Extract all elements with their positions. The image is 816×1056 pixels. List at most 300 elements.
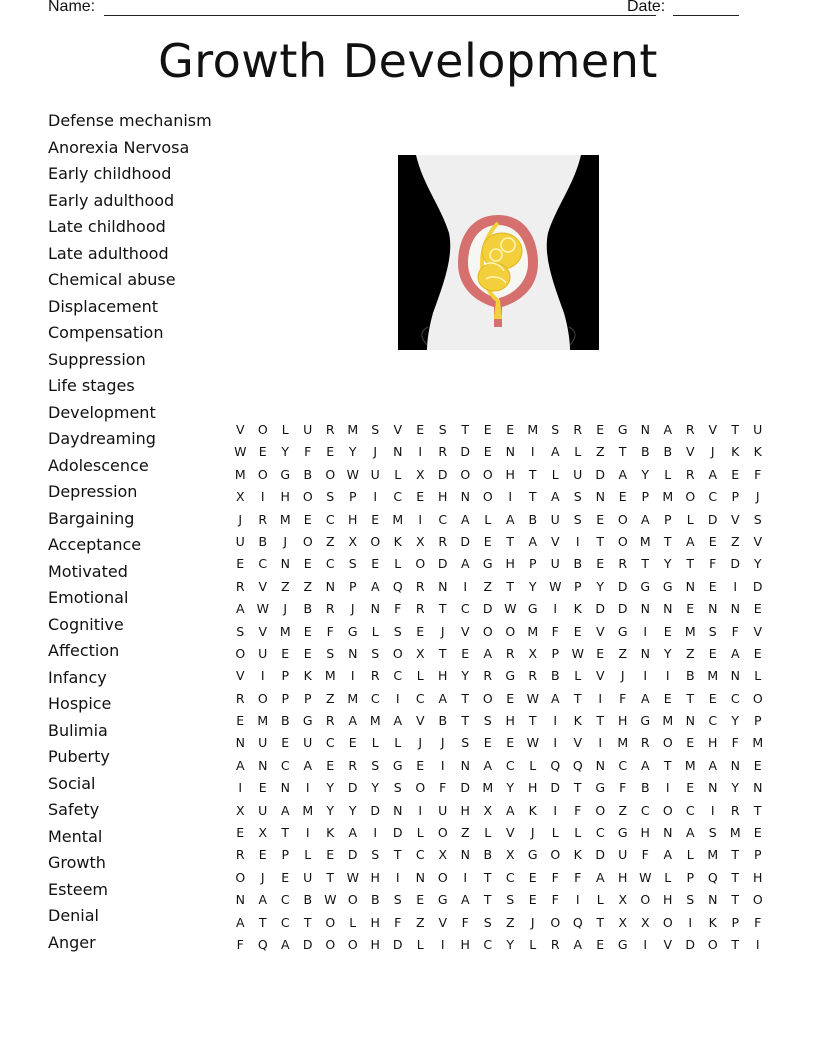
grid-letter[interactable]: T [573, 690, 582, 706]
grid-letter[interactable]: I [260, 489, 265, 505]
grid-letter[interactable]: A [640, 690, 650, 706]
grid-letter[interactable]: C [708, 713, 718, 729]
grid-letter[interactable]: G [617, 422, 628, 437]
grid-letter[interactable]: T [573, 780, 582, 796]
grid-letter[interactable]: F [394, 914, 402, 930]
grid-letter[interactable]: I [553, 735, 558, 751]
grid-letter[interactable]: W [324, 892, 337, 908]
grid-letter[interactable]: C [595, 825, 605, 841]
grid-letter[interactable]: M [302, 802, 314, 818]
grid-letter[interactable]: O [257, 422, 268, 437]
grid-letter[interactable]: L [529, 936, 537, 952]
grid-letter[interactable]: X [415, 466, 425, 482]
grid-letter[interactable]: W [504, 601, 517, 617]
grid-letter[interactable]: E [731, 466, 740, 482]
grid-letter[interactable]: Z [505, 914, 515, 930]
grid-letter[interactable]: U [370, 466, 380, 482]
grid-letter[interactable]: S [371, 757, 380, 773]
grid-letter[interactable]: G [595, 780, 606, 796]
grid-letter[interactable]: F [754, 914, 762, 930]
grid-letter[interactable]: I [553, 713, 558, 729]
grid-letter[interactable]: M [279, 511, 291, 527]
grid-letter[interactable]: E [348, 735, 357, 751]
grid-letter[interactable]: U [618, 847, 628, 863]
grid-letter[interactable]: A [483, 645, 493, 661]
grid-letter[interactable]: E [753, 601, 762, 617]
grid-letter[interactable]: R [528, 668, 538, 684]
grid-letter[interactable]: E [371, 511, 380, 527]
grid-letter[interactable]: S [393, 780, 402, 796]
grid-letter[interactable]: V [258, 578, 268, 594]
grid-letter[interactable]: U [573, 466, 583, 482]
grid-letter[interactable]: T [686, 556, 695, 572]
grid-letter[interactable]: E [236, 713, 245, 729]
grid-letter[interactable]: D [595, 466, 606, 482]
grid-letter[interactable]: H [528, 780, 538, 796]
grid-letter[interactable]: E [663, 690, 672, 706]
grid-letter[interactable]: O [392, 645, 403, 661]
grid-letter[interactable]: M [707, 668, 719, 684]
grid-letter[interactable]: M [347, 422, 359, 437]
grid-letter[interactable]: S [393, 623, 402, 639]
grid-letter[interactable]: H [460, 936, 470, 952]
grid-letter[interactable]: C [685, 802, 695, 818]
grid-letter[interactable]: V [438, 914, 448, 930]
grid-letter[interactable]: D [437, 466, 448, 482]
grid-letter[interactable]: X [618, 892, 628, 908]
grid-letter[interactable]: P [348, 489, 357, 505]
grid-letter[interactable]: E [483, 422, 492, 437]
grid-letter[interactable]: H [663, 892, 673, 908]
grid-letter[interactable]: A [685, 533, 695, 549]
grid-letter[interactable]: R [505, 645, 515, 661]
grid-letter[interactable]: E [326, 444, 335, 460]
grid-letter[interactable]: F [574, 869, 582, 885]
grid-letter[interactable]: Y [528, 578, 537, 594]
grid-letter[interactable]: E [281, 869, 290, 885]
grid-letter[interactable]: Y [371, 780, 380, 796]
grid-letter[interactable]: E [258, 444, 267, 460]
grid-letter[interactable]: E [483, 533, 492, 549]
grid-letter[interactable]: E [596, 556, 605, 572]
grid-letter[interactable]: H [370, 869, 380, 885]
grid-letter[interactable]: N [370, 601, 380, 617]
grid-letter[interactable]: E [506, 735, 515, 751]
grid-letter[interactable]: U [550, 556, 560, 572]
grid-letter[interactable]: I [395, 869, 400, 885]
grid-letter[interactable]: C [438, 511, 448, 527]
grid-letter[interactable]: E [416, 892, 425, 908]
grid-letter[interactable]: R [258, 511, 268, 527]
grid-letter[interactable]: O [617, 533, 628, 549]
grid-letter[interactable]: V [235, 422, 245, 437]
grid-letter[interactable]: W [526, 735, 539, 751]
grid-letter[interactable]: D [617, 601, 628, 617]
grid-letter[interactable]: T [281, 825, 290, 841]
grid-letter[interactable]: T [326, 869, 335, 885]
grid-letter[interactable]: K [326, 825, 335, 841]
grid-letter[interactable]: O [482, 466, 493, 482]
grid-letter[interactable]: O [257, 466, 268, 482]
grid-letter[interactable]: S [573, 511, 582, 527]
grid-letter[interactable]: S [348, 556, 357, 572]
grid-letter[interactable]: E [596, 422, 605, 437]
grid-letter[interactable]: E [596, 936, 605, 952]
grid-letter[interactable]: O [482, 489, 493, 505]
grid-letter[interactable]: L [664, 466, 672, 482]
grid-letter[interactable]: T [483, 892, 492, 908]
grid-letter[interactable]: J [350, 601, 355, 617]
grid-letter[interactable]: R [235, 578, 245, 594]
grid-letter[interactable]: E [416, 623, 425, 639]
grid-letter[interactable]: C [280, 914, 290, 930]
grid-letter[interactable]: O [640, 892, 651, 908]
grid-letter[interactable]: L [416, 668, 424, 684]
grid-letter[interactable]: O [257, 690, 268, 706]
grid-letter[interactable]: S [236, 623, 245, 639]
grid-letter[interactable]: K [708, 914, 717, 930]
grid-letter[interactable]: Y [506, 780, 515, 796]
grid-letter[interactable]: T [461, 422, 470, 437]
grid-letter[interactable]: X [235, 489, 245, 505]
grid-letter[interactable]: P [686, 869, 695, 885]
grid-letter[interactable]: A [280, 936, 290, 952]
grid-letter[interactable]: E [596, 511, 605, 527]
grid-letter[interactable]: O [325, 936, 336, 952]
grid-letter[interactable]: A [685, 825, 695, 841]
grid-letter[interactable]: H [505, 466, 515, 482]
grid-letter[interactable]: N [595, 489, 605, 505]
grid-letter[interactable]: E [528, 892, 537, 908]
grid-letter[interactable]: V [595, 668, 605, 684]
grid-letter[interactable]: R [415, 601, 425, 617]
grid-letter[interactable]: W [256, 601, 269, 617]
grid-letter[interactable]: E [258, 780, 267, 796]
grid-letter[interactable]: Z [460, 825, 470, 841]
grid-letter[interactable]: Q [550, 757, 561, 773]
grid-letter[interactable]: C [325, 556, 335, 572]
grid-letter[interactable]: G [527, 847, 538, 863]
grid-letter[interactable]: I [530, 444, 535, 460]
grid-letter[interactable]: O [662, 914, 673, 930]
grid-letter[interactable]: Z [325, 690, 335, 706]
grid-letter[interactable]: S [753, 511, 762, 527]
grid-letter[interactable]: O [482, 623, 493, 639]
grid-letter[interactable]: Z [280, 578, 290, 594]
grid-letter[interactable]: P [753, 847, 762, 863]
grid-letter[interactable]: M [369, 713, 381, 729]
grid-letter[interactable]: I [418, 511, 423, 527]
grid-letter[interactable]: I [598, 690, 603, 706]
grid-letter[interactable]: V [415, 713, 425, 729]
grid-letter[interactable]: A [460, 511, 470, 527]
grid-letter[interactable]: E [371, 556, 380, 572]
grid-letter[interactable]: T [596, 713, 605, 729]
grid-letter[interactable]: L [416, 936, 424, 952]
grid-letter[interactable]: A [663, 422, 673, 437]
grid-letter[interactable]: U [753, 422, 763, 437]
grid-letter[interactable]: O [302, 533, 313, 549]
grid-letter[interactable]: L [574, 444, 582, 460]
grid-letter[interactable]: A [550, 489, 560, 505]
grid-letter[interactable]: O [437, 825, 448, 841]
grid-letter[interactable]: R [550, 936, 560, 952]
grid-letter[interactable]: I [665, 668, 670, 684]
grid-letter[interactable]: J [440, 735, 445, 751]
grid-letter[interactable]: V [258, 623, 268, 639]
grid-letter[interactable]: I [553, 802, 558, 818]
grid-letter[interactable]: F [574, 802, 582, 818]
grid-letter[interactable]: A [460, 892, 470, 908]
grid-letter[interactable]: D [370, 802, 381, 818]
grid-letter[interactable]: U [438, 802, 448, 818]
grid-letter[interactable]: Z [730, 533, 740, 549]
grid-letter[interactable]: J [418, 735, 423, 751]
grid-letter[interactable]: H [370, 914, 380, 930]
grid-letter[interactable]: G [640, 578, 651, 594]
grid-letter[interactable]: N [730, 757, 740, 773]
grid-letter[interactable]: A [348, 713, 358, 729]
grid-letter[interactable]: B [640, 780, 650, 796]
grid-letter[interactable]: O [370, 533, 381, 549]
grid-letter[interactable]: B [303, 601, 313, 617]
grid-letter[interactable]: V [753, 533, 763, 549]
grid-letter[interactable]: J [440, 623, 445, 639]
grid-letter[interactable]: A [505, 802, 515, 818]
grid-letter[interactable]: C [730, 690, 740, 706]
grid-letter[interactable]: E [708, 578, 717, 594]
grid-letter[interactable]: T [731, 936, 740, 952]
grid-letter[interactable]: L [529, 757, 537, 773]
grid-letter[interactable]: I [463, 869, 468, 885]
grid-letter[interactable]: H [460, 802, 470, 818]
grid-letter[interactable]: L [596, 892, 604, 908]
grid-letter[interactable]: A [235, 757, 245, 773]
grid-letter[interactable]: E [281, 645, 290, 661]
grid-letter[interactable]: N [235, 892, 245, 908]
grid-letter[interactable]: E [528, 869, 537, 885]
word-search-grid[interactable] [229, 419, 769, 956]
grid-letter[interactable]: T [528, 466, 537, 482]
grid-letter[interactable]: D [460, 533, 471, 549]
grid-letter[interactable]: N [505, 444, 515, 460]
grid-letter[interactable]: M [257, 713, 269, 729]
grid-letter[interactable]: S [483, 713, 492, 729]
grid-letter[interactable]: W [549, 578, 562, 594]
grid-letter[interactable]: B [370, 892, 380, 908]
grid-letter[interactable]: L [551, 466, 559, 482]
grid-letter[interactable]: C [325, 511, 335, 527]
grid-letter[interactable]: G [482, 556, 493, 572]
grid-letter[interactable]: L [551, 825, 559, 841]
grid-letter[interactable]: E [753, 645, 762, 661]
grid-letter[interactable]: I [440, 936, 445, 952]
grid-letter[interactable]: I [260, 668, 265, 684]
grid-letter[interactable]: B [483, 847, 493, 863]
grid-letter[interactable]: F [731, 735, 739, 751]
grid-letter[interactable]: D [437, 556, 448, 572]
grid-letter[interactable]: I [643, 623, 648, 639]
grid-letter[interactable]: A [483, 757, 493, 773]
grid-letter[interactable]: S [371, 847, 380, 863]
grid-letter[interactable]: O [662, 802, 673, 818]
grid-letter[interactable]: N [235, 735, 245, 751]
grid-letter[interactable]: Y [596, 578, 605, 594]
grid-letter[interactable]: I [710, 802, 715, 818]
grid-letter[interactable]: G [662, 578, 673, 594]
grid-letter[interactable]: F [551, 892, 559, 908]
grid-letter[interactable]: N [708, 892, 718, 908]
grid-letter[interactable]: X [483, 802, 493, 818]
grid-letter[interactable]: E [686, 735, 695, 751]
grid-letter[interactable]: I [598, 735, 603, 751]
grid-letter[interactable]: S [438, 422, 447, 437]
grid-letter[interactable]: P [663, 511, 672, 527]
grid-letter[interactable]: P [641, 489, 650, 505]
grid-letter[interactable]: G [617, 936, 628, 952]
grid-letter[interactable]: B [303, 892, 313, 908]
grid-letter[interactable]: U [303, 422, 313, 437]
grid-letter[interactable]: K [573, 713, 582, 729]
grid-letter[interactable]: T [528, 489, 537, 505]
grid-letter[interactable]: P [348, 578, 357, 594]
grid-letter[interactable]: D [460, 444, 471, 460]
grid-letter[interactable]: O [460, 466, 471, 482]
grid-letter[interactable]: E [506, 690, 515, 706]
grid-letter[interactable]: S [551, 422, 560, 437]
grid-letter[interactable]: B [528, 511, 538, 527]
grid-letter[interactable]: W [346, 466, 359, 482]
grid-letter[interactable]: R [685, 422, 695, 437]
grid-letter[interactable]: N [753, 780, 763, 796]
grid-letter[interactable]: N [438, 578, 448, 594]
grid-letter[interactable]: G [347, 623, 358, 639]
grid-letter[interactable]: F [641, 847, 649, 863]
grid-letter[interactable]: A [348, 825, 358, 841]
grid-letter[interactable]: H [438, 668, 448, 684]
grid-letter[interactable]: S [573, 489, 582, 505]
grid-letter[interactable]: I [350, 668, 355, 684]
grid-letter[interactable]: N [730, 668, 740, 684]
grid-letter[interactable]: R [325, 713, 335, 729]
grid-letter[interactable]: E [303, 556, 312, 572]
grid-letter[interactable]: L [371, 623, 379, 639]
grid-letter[interactable]: A [708, 757, 718, 773]
grid-letter[interactable]: E [303, 511, 312, 527]
grid-letter[interactable]: D [347, 847, 358, 863]
grid-letter[interactable]: A [235, 914, 245, 930]
grid-letter[interactable]: R [235, 847, 245, 863]
grid-letter[interactable]: H [618, 713, 628, 729]
grid-letter[interactable]: H [370, 936, 380, 952]
grid-letter[interactable]: R [640, 735, 650, 751]
grid-letter[interactable]: Z [685, 645, 695, 661]
grid-letter[interactable]: D [302, 936, 313, 952]
grid-letter[interactable]: L [664, 869, 672, 885]
grid-letter[interactable]: U [235, 533, 245, 549]
grid-letter[interactable]: L [349, 914, 357, 930]
grid-letter[interactable]: S [326, 489, 335, 505]
grid-letter[interactable]: I [463, 578, 468, 594]
grid-letter[interactable]: X [640, 914, 650, 930]
grid-letter[interactable]: P [528, 556, 537, 572]
grid-letter[interactable]: O [752, 690, 763, 706]
grid-letter[interactable]: T [438, 645, 447, 661]
grid-letter[interactable]: I [418, 802, 423, 818]
grid-letter[interactable]: E [663, 623, 672, 639]
grid-letter[interactable]: S [326, 645, 335, 661]
grid-letter[interactable]: A [370, 578, 380, 594]
grid-letter[interactable]: Y [731, 780, 740, 796]
grid-letter[interactable]: F [551, 623, 559, 639]
grid-letter[interactable]: R [415, 578, 425, 594]
grid-letter[interactable]: P [281, 690, 290, 706]
grid-letter[interactable]: F [731, 623, 739, 639]
grid-letter[interactable]: T [393, 847, 402, 863]
grid-letter[interactable]: D [595, 847, 606, 863]
grid-letter[interactable]: J [530, 914, 535, 930]
grid-letter[interactable]: T [506, 578, 515, 594]
grid-letter[interactable]: O [347, 892, 358, 908]
grid-letter[interactable]: Y [506, 936, 515, 952]
grid-letter[interactable]: E [236, 556, 245, 572]
grid-letter[interactable]: R [685, 466, 695, 482]
grid-letter[interactable]: R [370, 668, 380, 684]
grid-letter[interactable]: W [526, 690, 539, 706]
grid-letter[interactable]: V [460, 623, 470, 639]
grid-letter[interactable]: T [303, 914, 312, 930]
grid-letter[interactable]: G [617, 825, 628, 841]
grid-letter[interactable]: E [483, 735, 492, 751]
grid-letter[interactable]: J [530, 825, 535, 841]
grid-letter[interactable]: N [393, 444, 403, 460]
grid-letter[interactable]: C [505, 757, 515, 773]
grid-letter[interactable]: N [730, 601, 740, 617]
grid-letter[interactable]: N [325, 578, 335, 594]
grid-letter[interactable]: C [505, 869, 515, 885]
grid-letter[interactable]: U [550, 511, 560, 527]
grid-letter[interactable]: X [415, 533, 425, 549]
grid-letter[interactable]: M [684, 757, 696, 773]
grid-letter[interactable]: T [618, 444, 627, 460]
grid-letter[interactable]: X [235, 802, 245, 818]
grid-letter[interactable]: F [304, 444, 312, 460]
grid-letter[interactable]: Y [326, 780, 335, 796]
grid-letter[interactable]: T [641, 556, 650, 572]
grid-letter[interactable]: T [483, 869, 492, 885]
grid-letter[interactable]: F [619, 690, 627, 706]
grid-letter[interactable]: F [326, 623, 334, 639]
grid-letter[interactable]: R [348, 757, 358, 773]
grid-letter[interactable]: X [415, 645, 425, 661]
grid-letter[interactable]: N [460, 847, 470, 863]
grid-letter[interactable]: N [640, 645, 650, 661]
grid-letter[interactable]: D [392, 825, 403, 841]
grid-letter[interactable]: C [640, 802, 650, 818]
grid-letter[interactable]: T [438, 601, 447, 617]
grid-letter[interactable]: K [573, 847, 582, 863]
grid-letter[interactable]: S [686, 892, 695, 908]
grid-letter[interactable]: Y [663, 645, 672, 661]
grid-letter[interactable]: D [730, 556, 741, 572]
grid-letter[interactable]: R [618, 556, 628, 572]
grid-letter[interactable]: E [416, 757, 425, 773]
grid-letter[interactable]: G [527, 601, 538, 617]
grid-letter[interactable]: C [618, 757, 628, 773]
grid-letter[interactable]: O [415, 556, 426, 572]
grid-letter[interactable]: J [755, 489, 760, 505]
grid-letter[interactable]: V [573, 735, 583, 751]
